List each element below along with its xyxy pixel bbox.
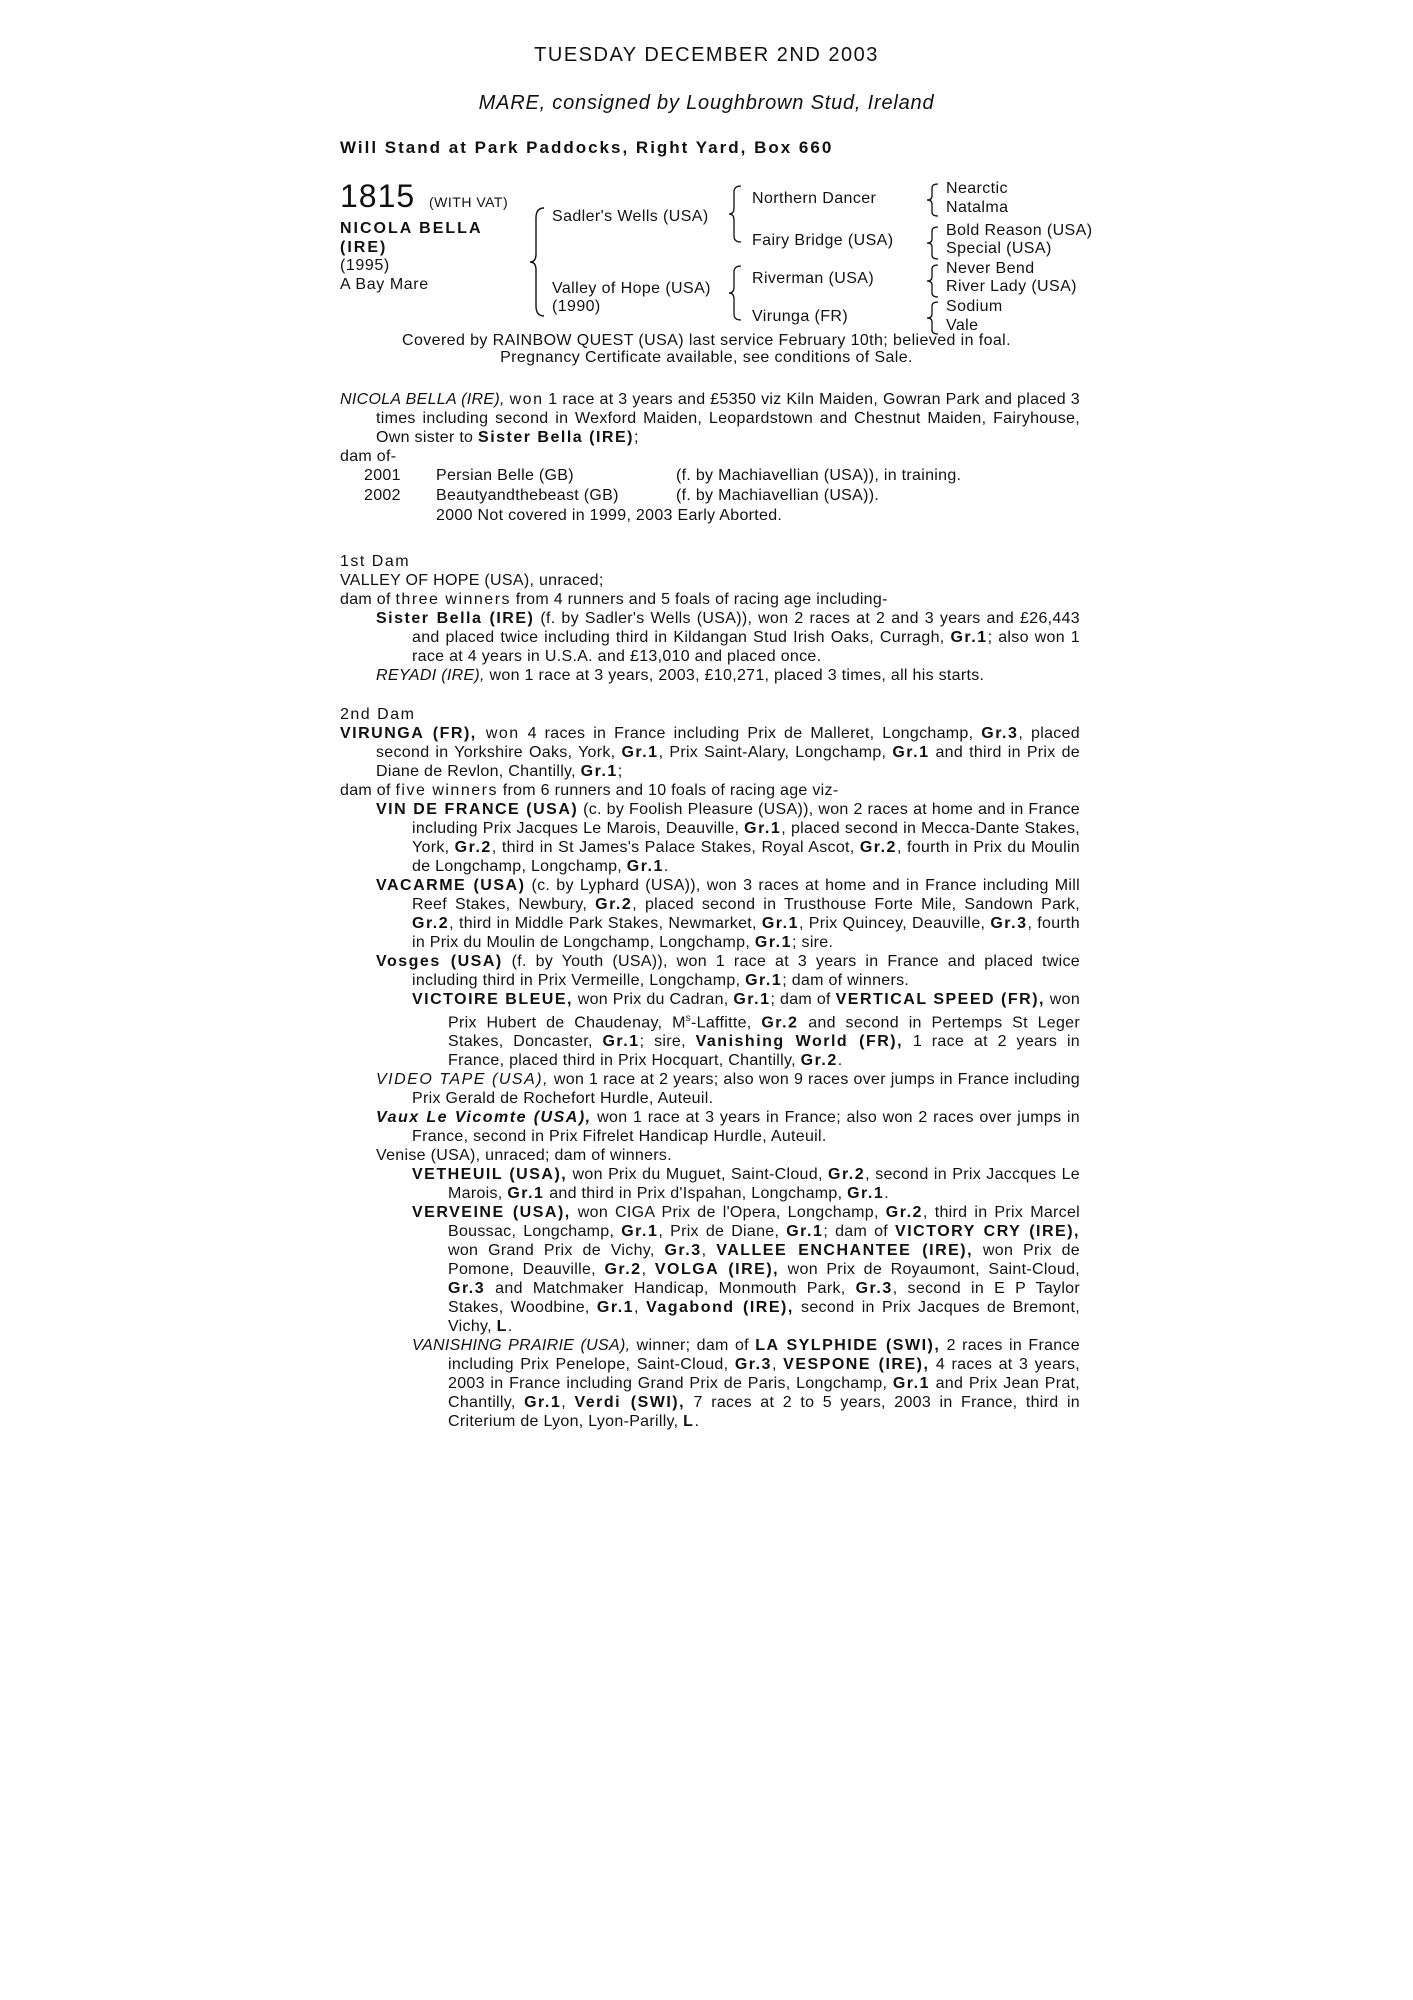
second-dam-entry: VACARME (USA) (c. by Lyphard (USA)), won 3 races at home and in France including Mill Reef Stakes, Newbury, Gr.2, placed second in Trusthouse Forte Mile, Sandown Park, Gr.2, third in Middle Park Stakes, Newmarket, Gr.1, Prix Quincey, Deauville, Gr.3, fourth in Prix du Moulin de Longchamp, Longchamp, Gr.1; sire. — [376, 877, 1081, 951]
pedigree-dam-year: (1990) — [552, 298, 601, 315]
pedigree-g5: Never Bend — [946, 260, 1035, 277]
pedigree-dam: Valley of Hope (USA) — [552, 280, 711, 297]
pedigree-g2: Natalma — [946, 199, 1009, 216]
pedigree-g3: Bold Reason (USA) — [946, 222, 1093, 239]
third-generation-entry: VICTOIRE BLEUE, won Prix du Cadran, Gr.1; dam of VERTICAL SPEED (FR), won Prix Hubert de Chaudenay, $M^s$-Laffitte, Gr.2 and second in Pertemps St Leger Stakes, Doncaster, Gr.1; sire, Vanishing World (FR), 1 race at 2 years in France, placed third in Prix Hocquart, Chantilly, Gr.2. — [412, 991, 1081, 1070]
first-dam-summary: dam of three winners from 4 runners and 5 foals of racing age including- — [340, 591, 888, 608]
second-dam-section — [340, 705, 1080, 1431]
covered-note — [0, 332, 1413, 366]
second-dam-entry: Vaux Le Vicomte (USA), won 1 race at 3 years in France; also won 2 races over jumps in France, second in Prix Fifrelet Handicap Hurdle, Auteuil. — [376, 1109, 1080, 1146]
pedigree-g6: River Lady (USA) — [946, 278, 1077, 295]
first-dam-entry: Sister Bella (IRE) (f. by Sadler's Wells (USA)), won 2 races at 2 and 3 years and £26,443 and placed twice including third in Kildangan Stud Irish Oaks, Curragh, Gr.1; also won 1 race at 4 years in U.S.A. and £13,010 and placed once. — [376, 610, 1081, 665]
first-dam-name: VALLEY OF HOPE (USA), unraced; — [340, 572, 604, 589]
pedigree-brace-dam — [728, 264, 744, 322]
sale-date: TUESDAY DECEMBER 2ND 2003 — [534, 44, 879, 66]
pedigree-brace-g2 — [926, 225, 940, 261]
pedigree-dam-sire: Riverman (USA) — [752, 270, 875, 287]
vat-note: (WITH VAT) — [429, 194, 509, 210]
first-dam-heading: 1st Dam — [340, 553, 411, 570]
third-generation-entry: VETHEUIL (USA), won Prix du Muguet, Saint-Cloud, Gr.2, second in Prix Jaccques Le Marois, Gr.1 and third in Prix d'Ispahan, Longchamp, Gr.1. — [412, 1166, 1080, 1203]
produce-row: 2002 Beautyandthebeast (GB) (f. by Machiavellian (USA)). — [364, 487, 880, 504]
second-dam-entry: VIDEO TAPE (USA), won 1 race at 2 years; also won 9 races over jumps in France including Prix Gerald de Rochefort Hurdle, Auteuil. — [376, 1071, 1080, 1108]
second-dam-entry: VIN DE FRANCE (USA) (c. by Foolish Pleasure (USA)), won 2 races at home and in France including Prix Jacques Le Marois, Deauville, Gr.1, placed second in Mecca-Dante Stakes, York, Gr.2, third in St James's Palace Stakes, Royal Ascot, Gr.2, fourth in Prix du Moulin de Longchamp, Longchamp, Gr.1. — [376, 801, 1081, 875]
pregnancy-certificate-line: Pregnancy Certificate available, see conditions of Sale. — [500, 349, 913, 366]
pedigree-g1: Nearctic — [946, 180, 1008, 197]
horse-origin: (IRE) — [340, 238, 388, 256]
horse-description: A Bay Mare — [340, 275, 429, 293]
pedigree-brace-main — [528, 206, 548, 318]
stand-location: Will Stand at Park Paddocks, Right Yard, Box 660 — [340, 138, 834, 157]
pedigree-brace-g1 — [926, 182, 940, 218]
racing-summary: NICOLA BELLA (IRE), won 1 race at 3 years and £5350 viz Kiln Maiden, Gowran Park and placed 3 times including second in Wexford Maiden, Leopardstown and Chestnut Maiden, Fairyhouse, Own sister to Sister Bella (IRE); — [340, 391, 1081, 446]
third-generation-entry: VERVEINE (USA), won CIGA Prix de l'Opera, Longchamp, Gr.2, third in Prix Marcel Boussac, Longchamp, Gr.1, Prix de Diane, Gr.1; dam of VICTORY CRY (IRE), won Grand Prix de Vichy, Gr.3, VALLEE ENCHANTEE (IRE), won Prix de Pomone, Deauville, Gr.2, VOLGA (IRE), won Prix de Royaumont, Saint-Cloud, Gr.3 and Matchmaker Handicap, Monmouth Park, Gr.3, second in E P Taylor Stakes, Woodbine, Gr.1, Vagabond (IRE), second in Prix Jacques de Bremont, Vichy, L. — [412, 1204, 1081, 1336]
second-dam-heading: 2nd Dam — [340, 706, 416, 723]
second-dam-entry: Vosges (USA) (f. by Youth (USA)), won 1 race at 3 years in France and placed twice including third in Prix Vermeille, Longchamp, Gr.1; dam of winners. — [376, 953, 1081, 989]
produce-row: 2001 Persian Belle (GB) (f. by Machiavellian (USA)), in training. — [364, 467, 962, 484]
pedigree-dam-dam: Virunga (FR) — [752, 308, 849, 325]
pedigree-sire-sire: Northern Dancer — [752, 190, 877, 207]
pedigree-sire-dam: Fairy Bridge (USA) — [752, 232, 894, 249]
third-generation-entry: VANISHING PRAIRIE (USA), winner; dam of LA SYLPHIDE (SWI), 2 races in France including Prix Penelope, Saint-Cloud, Gr.3, VESPONE (IRE), 4 races at 3 years, 2003 in France including Grand Prix de Paris, Longchamp, Gr.1 and Prix Jean Prat, Chantilly, Gr.1, Verdi (SWI), 7 races at 2 to 5 years, 2003 in France, third in Criterium de Lyon, Lyon-Parilly, L. — [412, 1337, 1081, 1431]
second-dam-summary: dam of five winners from 6 runners and 10 foals of racing age viz- — [340, 782, 839, 799]
first-dam-entry: REYADI (IRE), won 1 race at 3 years, 2003, £10,271, placed 3 times, all his starts. — [376, 667, 985, 684]
racing-record — [340, 390, 1080, 526]
pedigree-brace-sire — [728, 184, 744, 244]
consignor-line: MARE, consigned by Loughbrown Stud, Ireland — [478, 92, 935, 114]
horse-name: NICOLA BELLA — [340, 220, 483, 237]
pedigree-g7: Sodium — [946, 298, 1003, 315]
horse-year: (1995) — [340, 257, 390, 274]
horse-identity — [340, 220, 483, 294]
covered-line: Covered by RAINBOW QUEST (USA) last service February 10th; believed in foal. — [402, 332, 1011, 349]
first-dam-section — [340, 552, 1080, 685]
pedigree-brace-g4 — [926, 300, 940, 336]
pedigree-sire: Sadler's Wells (USA) — [552, 208, 709, 225]
pedigree-g8: Vale — [946, 317, 979, 334]
pedigree-g4: Special (USA) — [946, 240, 1052, 257]
lot-number: 1815 — [340, 178, 416, 214]
produce-note: 2000 Not covered in 1999, 2003 Early Aborted. — [436, 507, 783, 524]
produce-label: dam of- — [340, 448, 397, 465]
second-dam-entry: Venise (USA), unraced; dam of winners. — [376, 1147, 672, 1165]
second-dam-record: VIRUNGA (FR), won 4 races in France including Prix de Malleret, Longchamp, Gr.3, placed second in Yorkshire Oaks, York, Gr.1, Prix Saint-Alary, Longchamp, Gr.1 and third in Prix de Diane de Revlon, Chantilly, Gr.1; — [340, 725, 1080, 780]
pedigree-brace-g3 — [926, 263, 940, 299]
